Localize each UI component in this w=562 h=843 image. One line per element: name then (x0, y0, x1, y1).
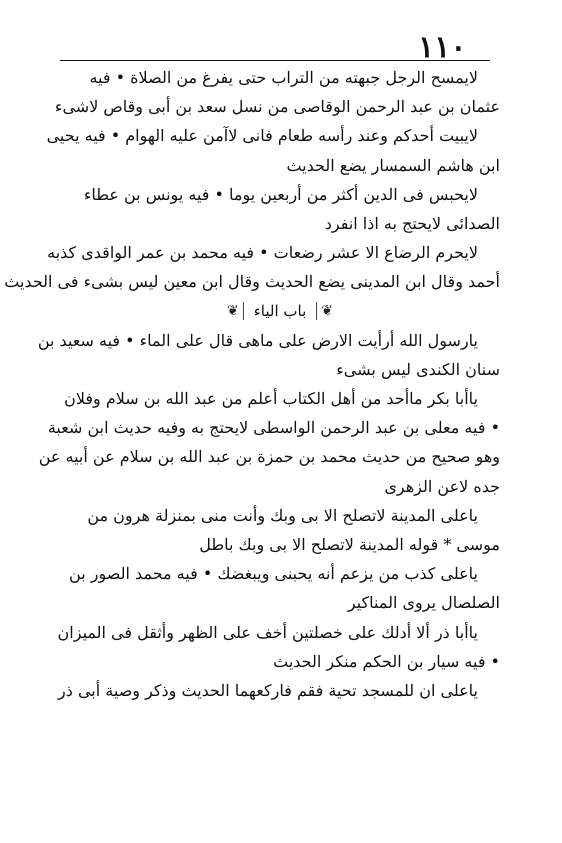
ornament-right: ❦ (227, 303, 239, 320)
text-line: • فيه سيار بن الحكم منكر الحديث (273, 651, 500, 671)
header-rule (60, 60, 490, 61)
text-line: وهو صحيح من حديث محمد بن حمزة بن عبد الله بن سلام عن أبيه عن (38, 447, 500, 467)
text-line: لايحبس فى الدين أكثر من أربعين يوما • فيه يونس بن عطاء (83, 184, 478, 204)
text-line: يارسول الله أرأيت الارض على ماهى قال على الماء • فيه سعيد بن (37, 330, 478, 350)
text-line: ياعلى كذب من يزعم أنه يحبنى ويبغضك • فيه محمد الصور بن (69, 564, 478, 584)
section-heading (60, 297, 500, 326)
section-heading-title: باب الياء (243, 302, 318, 320)
page-number: ١١٠ (418, 30, 467, 65)
text-line: ياعلى المدينة لاتصلح الا بى وبك وأنت منى بمنزلة هرون من (87, 505, 478, 525)
text-line: الصلصال يروى المناكير (347, 593, 500, 613)
text-line: الصدائى لايحتج به اذا انفرد (324, 213, 500, 233)
text-line: عثمان بن عبد الرحمن الوقاصى من نسل سعد بن أبى وقاص لاشىء (54, 97, 500, 117)
text-line: لايحرم الرضاع الا عشر رضعات • فيه محمد بن عمر الواقدى كذبه (47, 243, 478, 263)
text-line: أحمد وقال ابن المدينى يضع الحديث وقال ابن معين ليس بشىء فى الحديث (4, 272, 500, 292)
text-line: لايبيت أحدكم وعند رأسه طعام فانى لاآمن عليه الهوام • فيه يحيى (46, 126, 478, 146)
text-line: سنان الكندى ليس بشىء (336, 359, 500, 379)
text-line: لايمسح الرجل جبهته من التراب حتى يفرغ من الصلاة • فيه (89, 68, 478, 87)
text-line: موسى * قوله المدينة لاتصلح الا بى وبك باطل (199, 535, 500, 554)
text-line: • فيه معلى بن عبد الرحمن الواسطى لايحتج به وفيه حديث ابن شعبة (47, 418, 500, 438)
ornament-left: ❦ (321, 303, 333, 320)
text-line: ابن هاشم السمسار يضع الحديث (286, 155, 500, 175)
main-text (4, 63, 500, 705)
text-line: ياأبا ذر ألا أدلك على خصلتين أخف على الظهر وأثقل فى الميزان (57, 622, 478, 642)
text-line: ياعلى ان للمسجد تحية فقم فاركعهما الحديث وذكر وصية أبى ذر (58, 680, 478, 700)
text-line: جده لاعن الزهرى (384, 476, 500, 496)
text-line: ياأبا بكر ماأحد من أهل الكتاب أعلم من عبد الله بن سلام وفلان (64, 389, 478, 409)
